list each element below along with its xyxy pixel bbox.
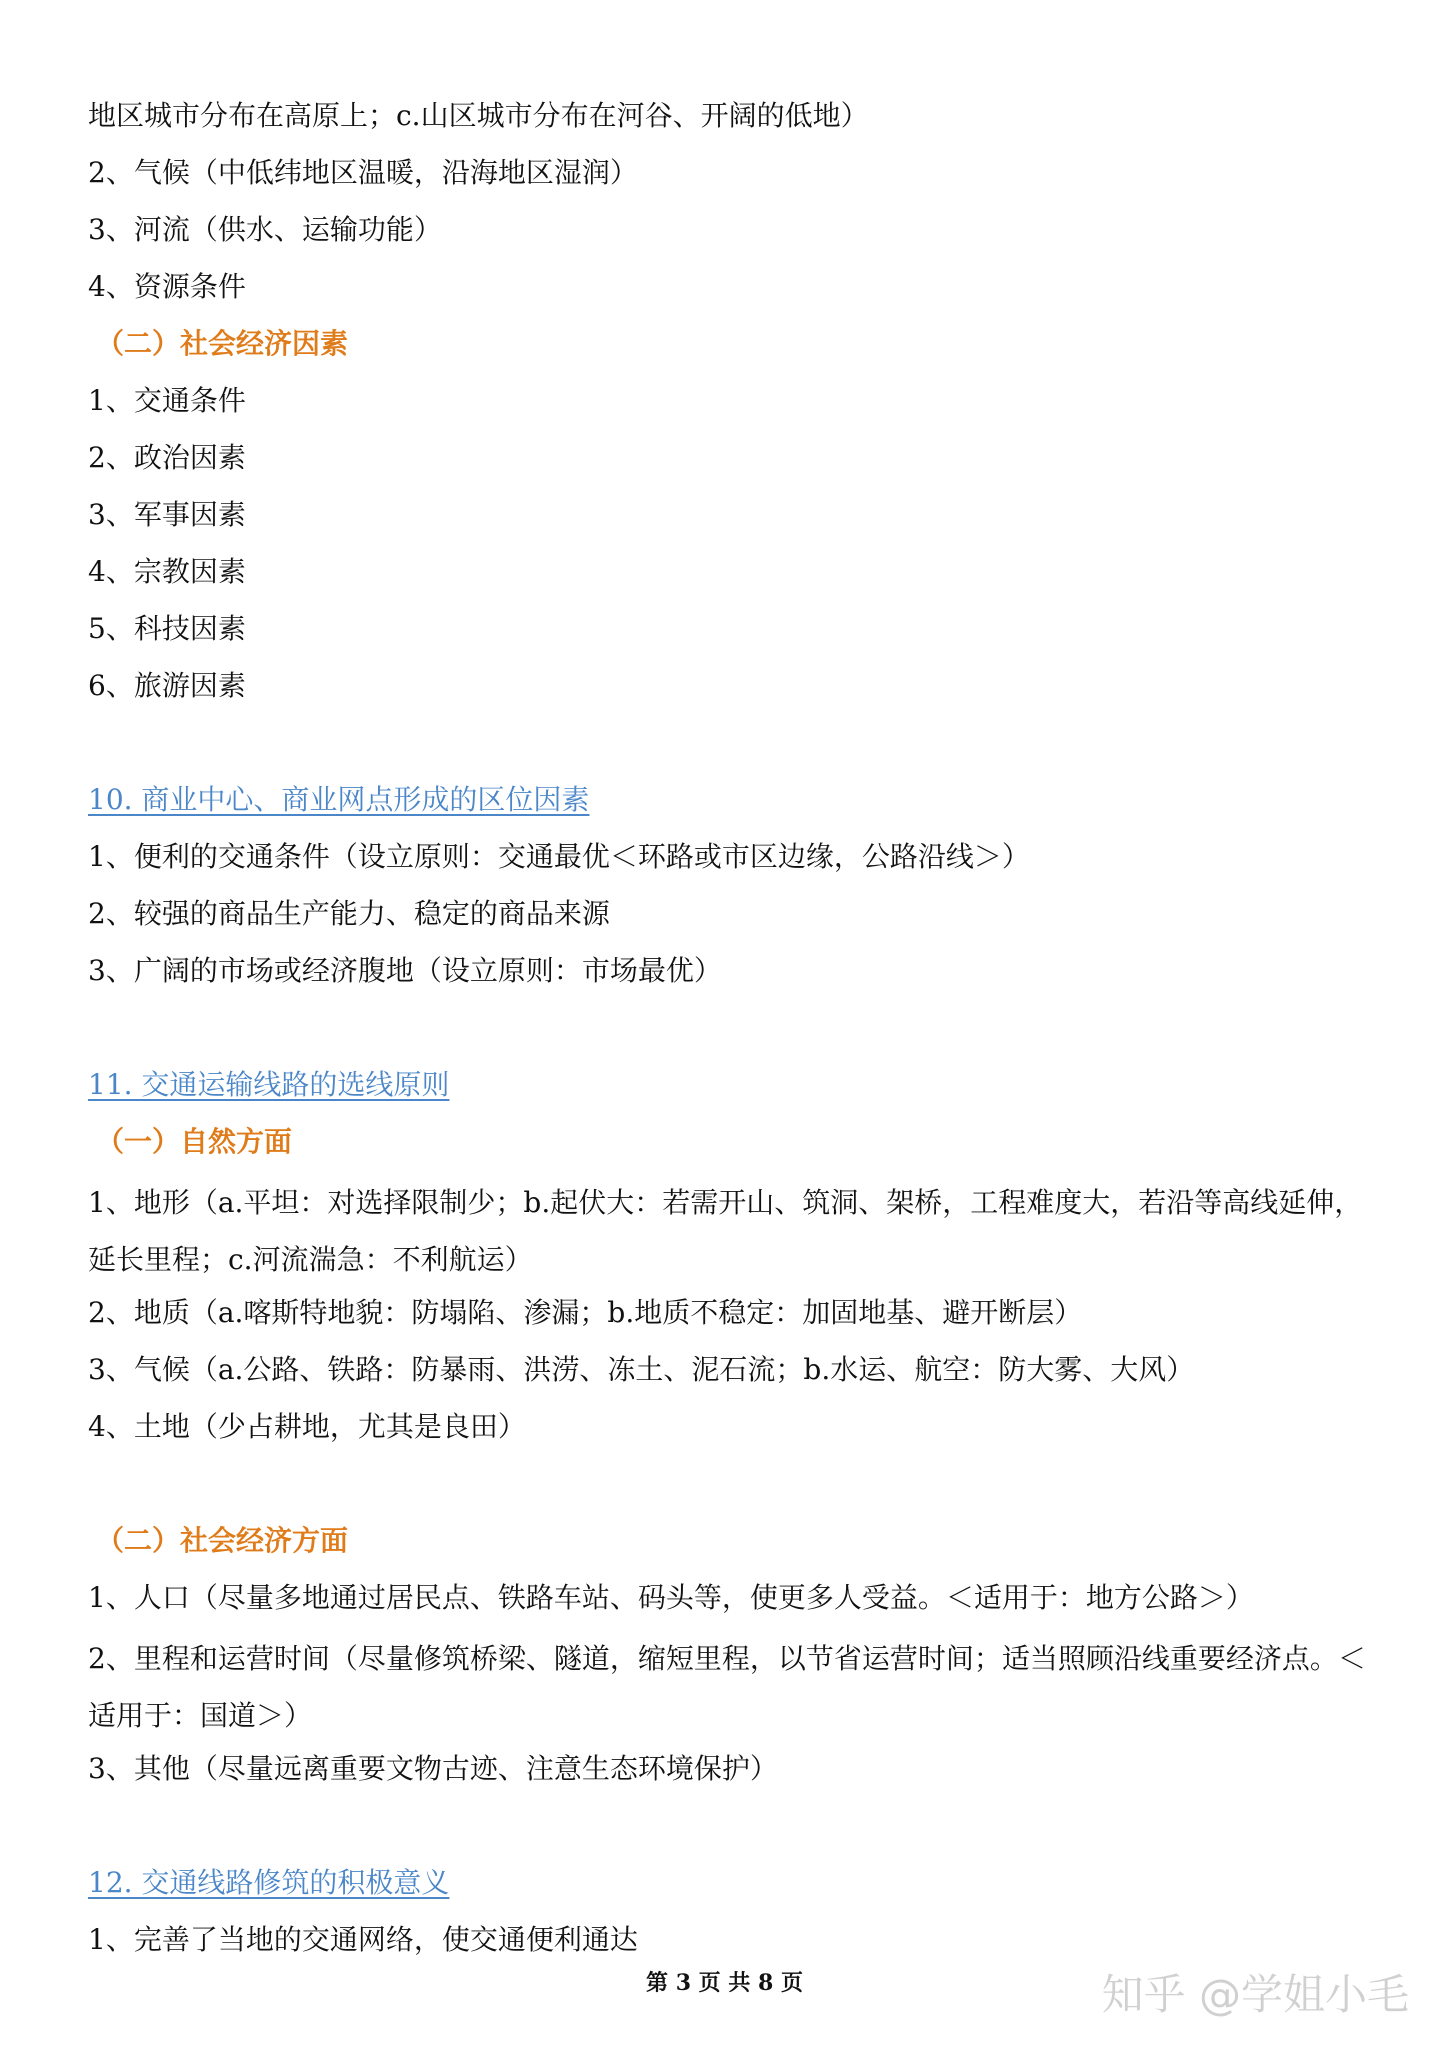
section-heading[interactable]: 11. 交通运输线路的选线原则	[88, 1068, 450, 1101]
text-line: 3、河流（供水、运输功能）	[88, 213, 442, 246]
text-line: 4、资源条件	[88, 270, 246, 303]
text-line: 1、完善了当地的交通网络，使交通便利通达	[88, 1923, 638, 1956]
text-line: 1、地形（a.平坦：对选择限制少；b.起伏大：若需开山、筑洞、架桥，工程难度大，若沿等高线延伸，延长里程；c.河流湍急：不利航运）	[88, 1186, 1363, 1276]
subheading: （一）自然方面	[96, 1125, 293, 1158]
text-line: 地区城市分布在高原上；c.山区城市分布在河谷、开阔的低地）	[88, 99, 869, 132]
section-heading[interactable]: 10. 商业中心、商业网点形成的区位因素	[88, 783, 590, 816]
text-line: 1、便利的交通条件（设立原则：交通最优＜环路或市区边缘，公路沿线＞）	[88, 840, 1030, 873]
watermark: 知乎 @学姐小毛	[1101, 1970, 1409, 2019]
subheading: （二）社会经济因素	[96, 327, 349, 360]
text-line: 2、气候（中低纬地区温暖，沿海地区湿润）	[88, 156, 638, 189]
text-line: 3、广阔的市场或经济腹地（设立原则：市场最优）	[88, 954, 722, 987]
section-heading[interactable]: 12. 交通线路修筑的积极意义	[88, 1866, 450, 1899]
text-line: 2、政治因素	[88, 441, 246, 474]
text-line: 1、交通条件	[88, 384, 246, 417]
text-line: 2、里程和运营时间（尽量修筑桥梁、隧道，缩短里程，以节省运营时间；适当照顾沿线重要经济点。＜适用于：国道＞）	[88, 1642, 1366, 1732]
subheading: （二）社会经济方面	[96, 1524, 349, 1557]
text-line: 3、气候（a.公路、铁路：防暴雨、洪涝、冻土、泥石流；b.水运、航空：防大雾、大风）	[88, 1353, 1195, 1386]
page-footer: 第 3 页 共 8 页	[646, 1970, 803, 1996]
text-line: 4、土地（少占耕地，尤其是良田）	[88, 1410, 526, 1443]
text-line: 3、军事因素	[88, 498, 246, 531]
text-line: 6、旅游因素	[88, 669, 246, 702]
text-line: 3、其他（尽量远离重要文物古迹、注意生态环境保护）	[88, 1752, 778, 1785]
text-line: 2、地质（a.喀斯特地貌：防塌陷、渗漏；b.地质不稳定：加固地基、避开断层）	[88, 1296, 1083, 1329]
text-line: 2、较强的商品生产能力、稳定的商品来源	[88, 897, 610, 930]
text-line: 1、人口（尽量多地通过居民点、铁路车站、码头等，使更多人受益。＜适用于：地方公路＞）	[88, 1581, 1254, 1614]
text-line: 5、科技因素	[88, 612, 246, 645]
text-line: 4、宗教因素	[88, 555, 246, 588]
